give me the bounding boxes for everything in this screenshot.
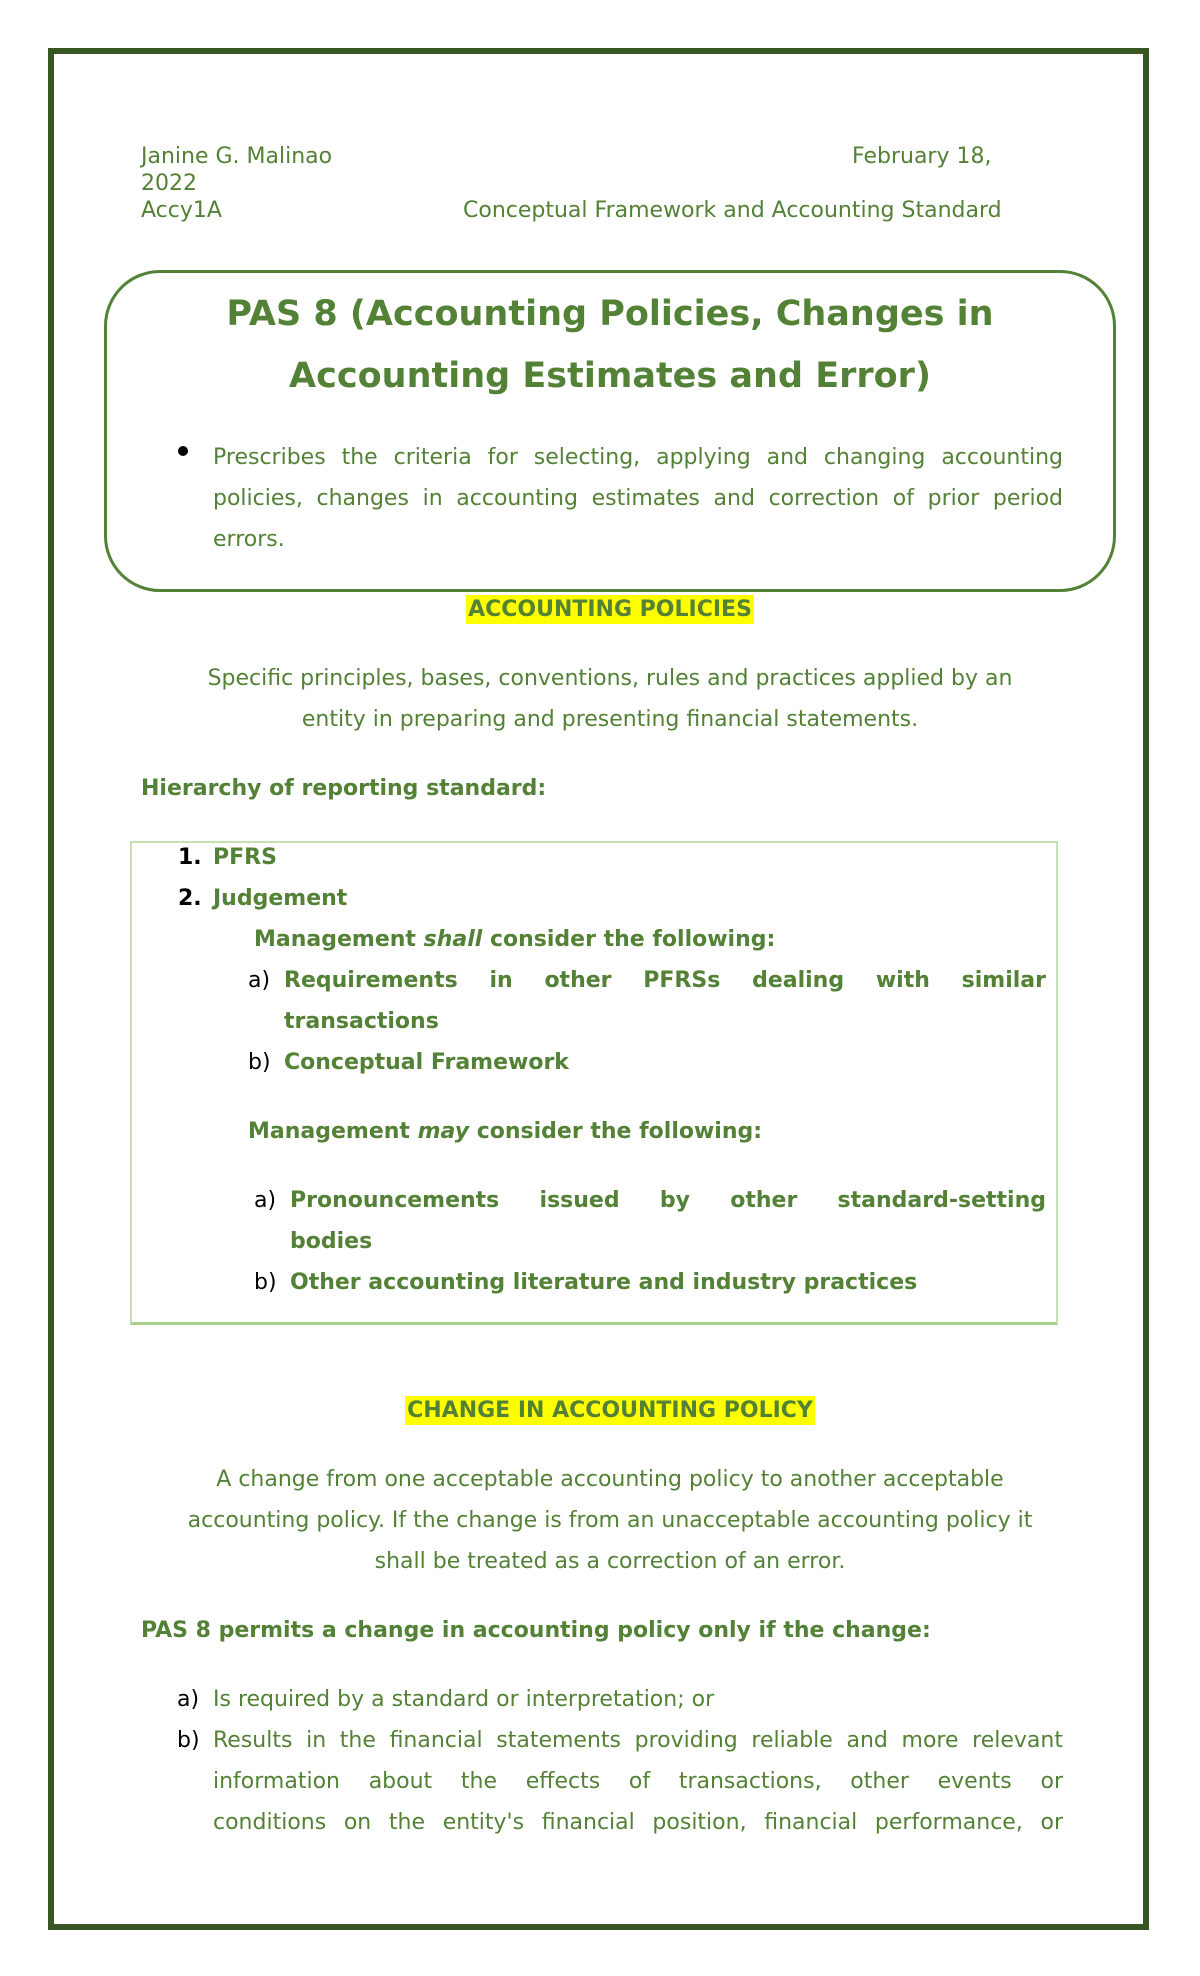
shall-item-requirements: Requirements in other PFRSs dealing with similar <box>284 968 1046 993</box>
accounting-policies-heading: ACCOUNTING POLICIES <box>468 597 752 622</box>
policies-definition-line: Specific principles, bases, conventions, rules and practices applied by an <box>207 666 1013 691</box>
list-marker: a) <box>177 1687 200 1712</box>
author-name: Janine G. Malinao <box>141 144 333 169</box>
permit-item-required: Is required by a standard or interpretation; or <box>213 1687 715 1712</box>
list-marker: 1. <box>178 845 202 870</box>
bullet-icon <box>178 446 188 456</box>
date-line1: February 18, <box>852 144 992 169</box>
may-consider-heading <box>248 1111 762 1152</box>
shall-prefix: Management <box>254 927 424 952</box>
list-marker: a) <box>254 1188 277 1213</box>
course-code: Accy1A <box>141 198 222 223</box>
permit-item-reliable-cont: information about the effects of transactions, other events or <box>213 1769 1063 1794</box>
change-definition-line: shall be treated as a correction of an error. <box>374 1549 846 1574</box>
section-heading-change-policy <box>104 1395 1116 1428</box>
policies-definition-line: entity in preparing and presenting financial statements. <box>301 707 919 732</box>
change-definition-line: A change from one acceptable accounting policy to another acceptable <box>216 1467 1004 1492</box>
change-definition-line: accounting policy. If the change is from an unacceptable accounting policy it <box>187 1508 1033 1533</box>
shall-item-requirements-cont: transactions <box>284 1009 439 1034</box>
hierarchy-heading: Hierarchy of reporting standard: <box>141 776 547 801</box>
section-heading-accounting-policies <box>104 594 1116 627</box>
permit-item-reliable: Results in the financial statements providing reliable and more relevant <box>213 1728 1063 1753</box>
shall-suffix: consider the following: <box>482 927 776 952</box>
title-bullet-line: Prescribes the criteria for selecting, applying and changing accounting <box>213 445 1063 470</box>
shall-emphasis: shall <box>423 927 483 952</box>
document-title-line1: PAS 8 (Accounting Policies, Changes in <box>226 294 994 334</box>
list-marker: a) <box>248 968 271 993</box>
permits-heading: PAS 8 permits a change in accounting policy only if the change: <box>141 1618 931 1643</box>
permit-item-reliable-cont: conditions on the entity's financial position, financial performance, or <box>213 1810 1063 1835</box>
may-suffix: consider the following: <box>469 1119 763 1144</box>
document-title-line2: Accounting Estimates and Error) <box>289 356 931 396</box>
list-marker: 2. <box>178 886 202 911</box>
title-bullet-line: policies, changes in accounting estimates and correction of prior period <box>213 486 1063 511</box>
hierarchy-item-pfrs: PFRS <box>213 845 277 870</box>
may-prefix: Management <box>248 1119 418 1144</box>
date-line2: 2022 <box>141 171 197 196</box>
subject-name: Conceptual Framework and Accounting Standard <box>463 198 1002 223</box>
list-marker: b) <box>254 1270 277 1295</box>
change-policy-heading: CHANGE IN ACCOUNTING POLICY <box>407 1398 813 1423</box>
title-bullet-line: errors. <box>213 527 285 552</box>
hierarchy-item-judgement: Judgement <box>213 886 348 911</box>
shall-consider-heading <box>254 919 775 960</box>
may-item-pronouncements-cont: bodies <box>290 1229 373 1254</box>
may-item-pronouncements: Pronouncements issued by other standard-setting <box>290 1188 1046 1213</box>
may-item-other-literature: Other accounting literature and industry practices <box>290 1270 918 1295</box>
list-marker: b) <box>177 1728 200 1753</box>
may-emphasis: may <box>417 1119 470 1144</box>
list-marker: b) <box>248 1050 271 1075</box>
shall-item-conceptual-framework: Conceptual Framework <box>284 1050 569 1075</box>
